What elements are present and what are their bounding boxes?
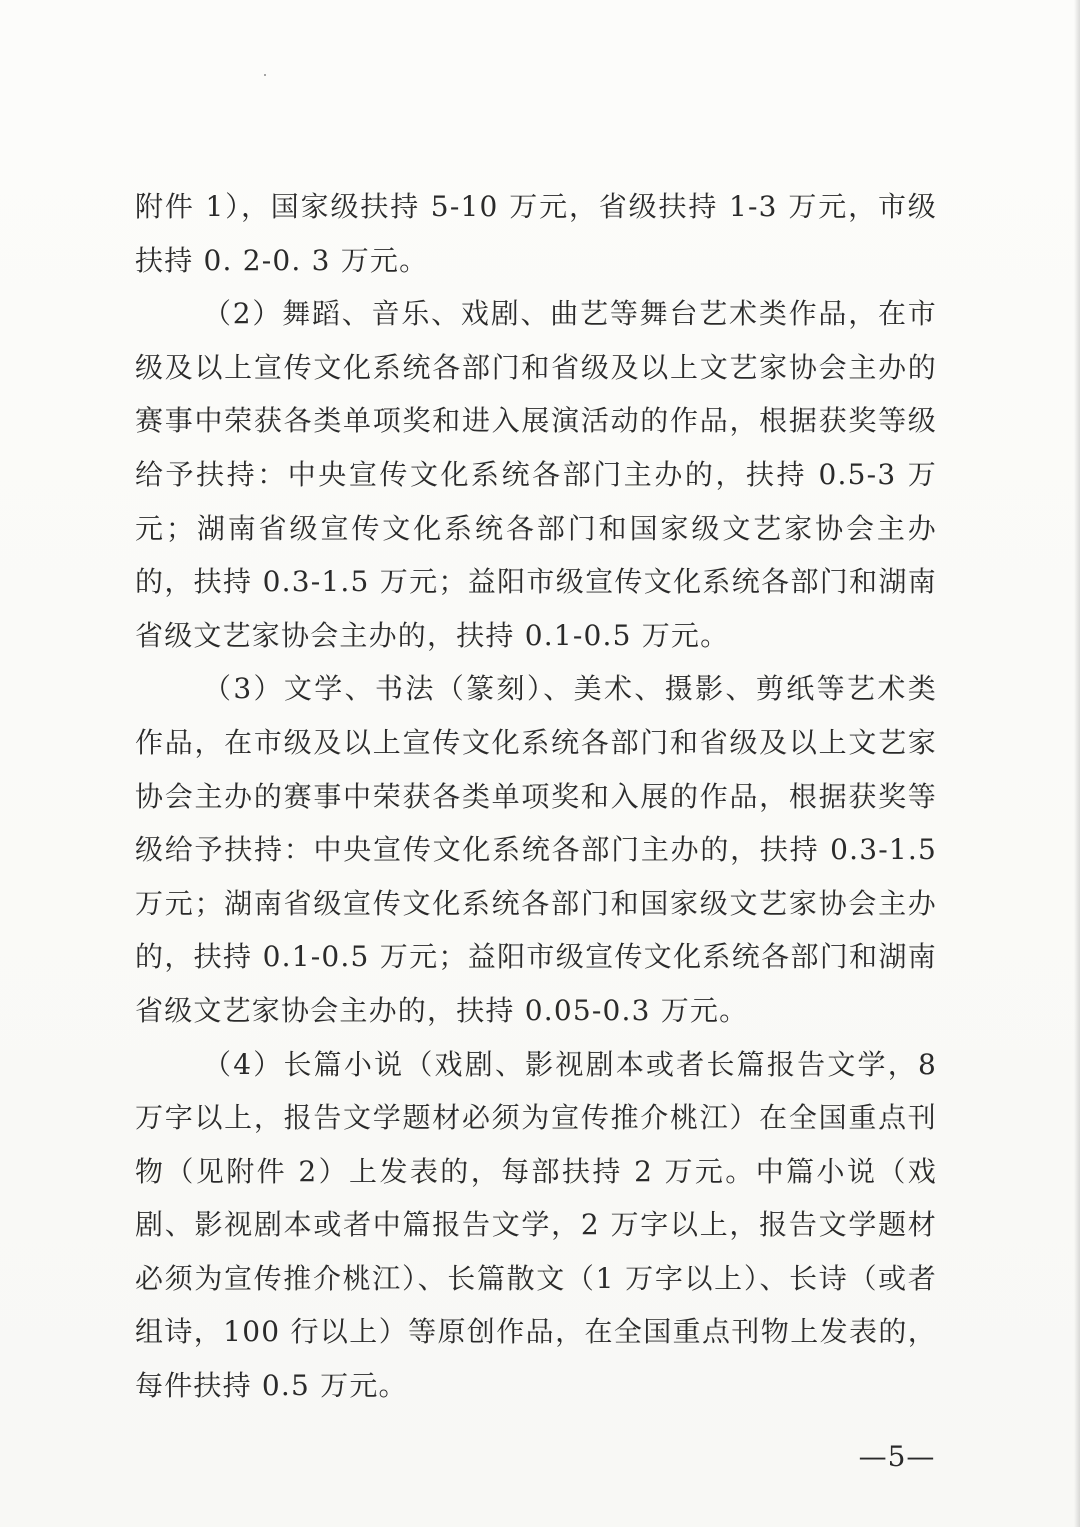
paragraph-2: （2）舞蹈、音乐、戏剧、曲艺等舞台艺术类作品，在市级及以上宣传文化系统各部门和省级及以上文艺家协会主办的赛事中荣获各类单项奖和进入展演活动的作品，根据获奖等级给予扶持：中央宣传文化系统各部门主办的，扶持 0.5-3 万元；湖南省级宣传文化系统各部门和国家级文艺家协会主办的，扶持 0.3-1.5 万元；益阳市级宣传文化系统各部门和湖南省级文艺家协会主办的，扶持 0.1-0.5 万元。	[135, 297, 937, 652]
paragraph-1: 附件 1），国家级扶持 5-10 万元，省级扶持 1-3 万元，市级扶持 0. 2-0. 3 万元。	[135, 190, 937, 277]
scan-speck	[264, 74, 266, 76]
document-body	[135, 180, 937, 1413]
paragraph-4: （4）长篇小说（戏剧、影视剧本或者长篇报告文学，8 万字以上，报告文学题材必须为宣传推介桃江）在全国重点刊物（见附件 2）上发表的，每部扶持 2 万元。中篇小说（戏剧、影视剧本或者中篇报告文学，2 万字以上，报告文学题材必须为宣传推介桃江）、长篇散文（1 万字以上）、长诗（或者组诗，100 行以上）等原创作品，在全国重点刊物上发表的，每件扶持 0.5 万元。	[135, 1047, 937, 1403]
scan-edge-shadow	[1074, 0, 1080, 1527]
paragraph-3: （3）文学、书法（篆刻）、美术、摄影、剪纸等艺术类作品，在市级及以上宣传文化系统各部门和省级及以上文艺家协会主办的赛事中荣获各类单项奖和入展的作品，根据获奖等级给予扶持：中央宣传文化系统各部门主办的，扶持 0.3-1.5 万元；湖南省级宣传文化系统各部门和国家级文艺家协会主办的，扶持 0.1-0.5 万元；益阳市级宣传文化系统各部门和湖南省级文艺家协会主办的，扶持 0.05-0.3 万元。	[135, 672, 937, 1027]
page-number: —5—	[858, 1440, 936, 1473]
